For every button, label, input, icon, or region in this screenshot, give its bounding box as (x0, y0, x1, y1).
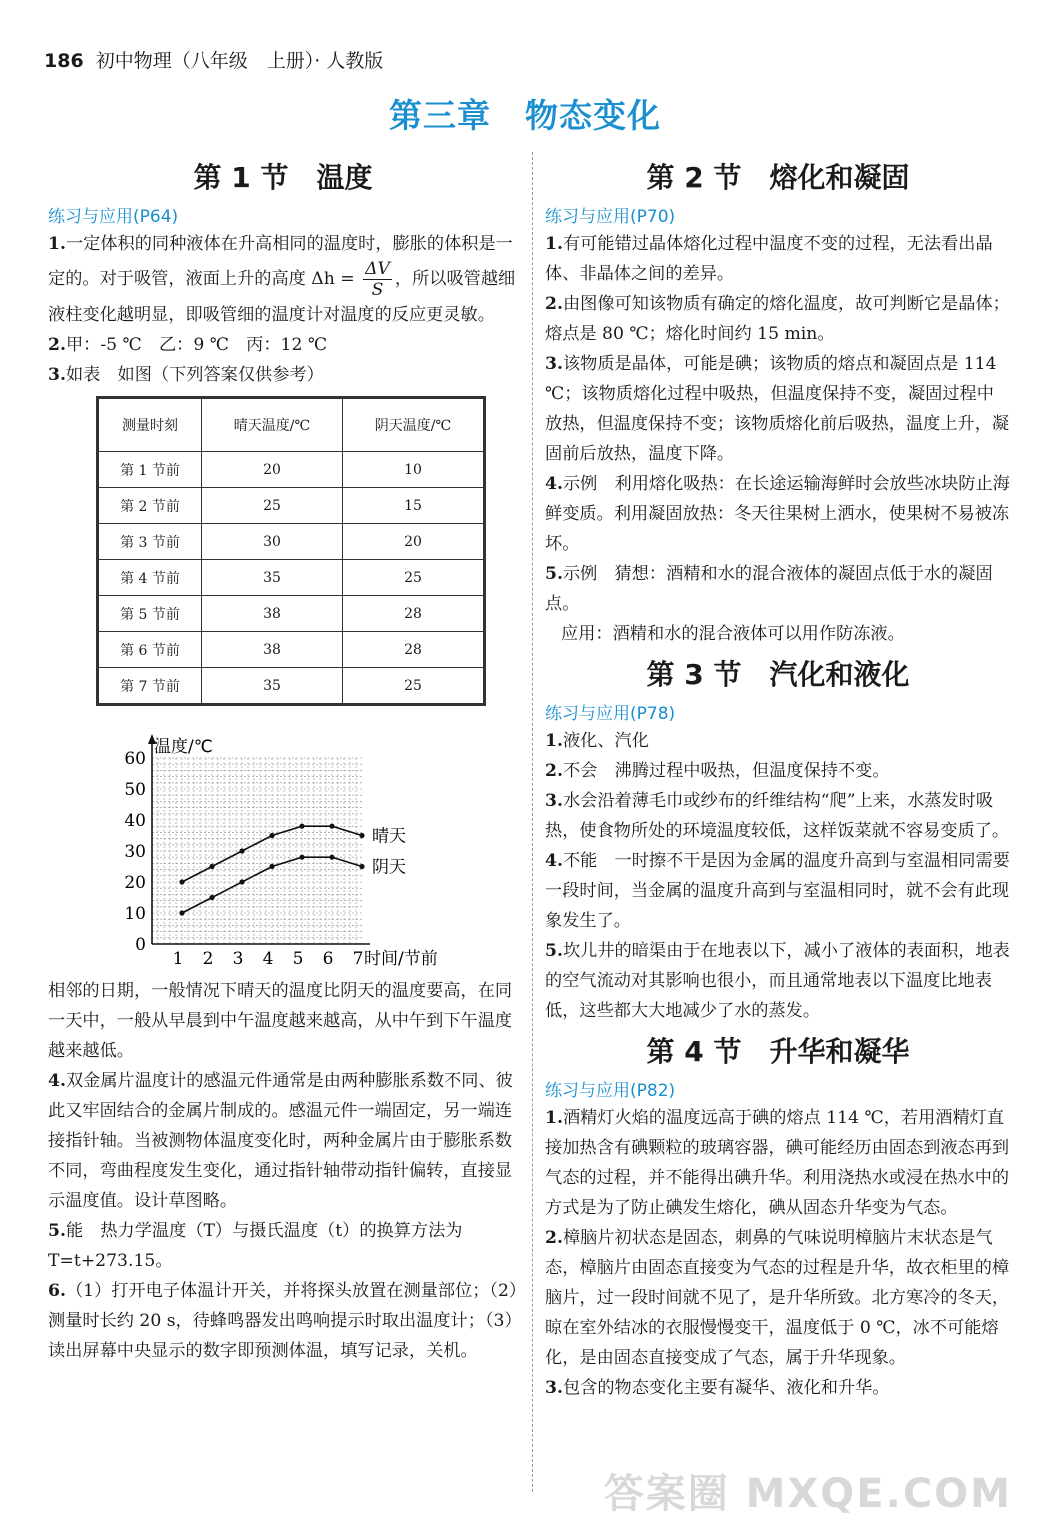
table-header: 晴天温度/℃ (202, 399, 343, 452)
section-3-title: 第 3 节 汽化和液化 (646, 658, 910, 691)
s1-question-5: 5.能 热力学温度（T）与摄氏温度（t）的换算方法为 T=t+273.15。 (48, 1221, 463, 1271)
y-tick-label: 0 (135, 935, 146, 955)
table-header-row (99, 399, 484, 452)
data-point (209, 864, 214, 869)
y-tick-label: 30 (124, 842, 146, 862)
data-point (179, 910, 184, 915)
s2-question: 4.示例 利用熔化吸热：在长途运输海鲜时会放些冰块防止海鲜变质。利用凝固放热：冬天往果树上洒水，使果树不易被冻坏。 (545, 474, 1010, 554)
table-row: 第 3 节前 30 20 (99, 524, 484, 560)
data-point (179, 879, 184, 884)
s2-question: 1.有可能错过晶体熔化过程中温度不变的过程，无法看出晶体、非晶体之间的差异。 (545, 234, 993, 284)
x-axis-label: 时间/节前 (364, 949, 438, 969)
table-row: 第 6 节前 38 28 (99, 632, 484, 668)
column-divider (532, 152, 533, 1492)
left-column (48, 152, 518, 1366)
x-tick-label: 2 (202, 949, 214, 969)
s3-question: 3.水会沿着薄毛巾或纱布的纤维结构“爬”上来，水蒸发时吸热，使食物所处的环境温度较低，这样饭菜就不容易变质了。 (545, 791, 1010, 841)
s2-question: 5.示例 猜想：酒精和水的混合液体的凝固点低于水的凝固点。 (545, 564, 993, 614)
s1-question-4: 4.双金属片温度计的感温元件通常是由两种膨胀系数不同、彼此又牢固结合的金属片制成的。感温元件一端固定，另一端连接指针轴。当被测物体温度变化时，两种金属片由于膨胀系数不同，弯曲程度发生变化，通过指针轴带动指针偏转，直接显示温度值。设计草图略。 (48, 1071, 513, 1211)
line-chart-svg (48, 714, 518, 976)
x-tick-label: 3 (232, 949, 244, 969)
s3-question: 4.不能 一时擦不干是因为金属的温度升高到与室温相同需要一段时间，当金属的温度升高到与室温相同时，就不会有此现象发生了。 (545, 851, 1010, 931)
data-point (359, 833, 364, 838)
s1-question-2: 2.甲：-5 ℃ 乙：9 ℃ 丙：12 ℃ (48, 335, 328, 355)
s3-question: 2.不会 沸腾过程中吸热，但温度保持不变。 (545, 761, 890, 781)
s4-question: 2.樟脑片初状态是固态，刺鼻的气味说明樟脑片末状态是气态，樟脑片由固态直接变为气态的过程是升华，故衣柜里的樟脑片，过一段时间就不见了，是升华所致。北方寒冷的冬天，晾在室外结冰的衣服慢慢变干，温度低于 0 ℃，冰不可能熔化，是由固态直接变成了气态，属于升华现象。 (545, 1228, 1010, 1368)
book-title: 初中物理（八年级 上册）· 人教版 (95, 50, 384, 72)
y-axis-label: 温度/℃ (154, 737, 213, 757)
y-tick-label: 10 (124, 904, 146, 924)
table-header: 阴天温度/℃ (343, 399, 484, 452)
s3-question: 5.坎儿井的暗渠由于在地表以下，减小了液体的表面积，地表的空气流动对其影响也很小，而且通常地表以下温度比地表低，这些都大大地减少了水的蒸发。 (545, 941, 1010, 1021)
s2-question: 3.该物质是晶体，可能是碘；该物质的熔点和凝固点是 114 ℃；该物质熔化过程中吸热，但温度保持不变，凝固过程中放热，但温度保持不变；该物质熔化前后吸热，温度上升，凝固前后放热，温度下降。 (545, 354, 1010, 464)
temperature-table (96, 396, 486, 706)
temperature-chart (48, 714, 518, 976)
data-point (329, 855, 334, 860)
table-row: 第 5 节前 38 28 (99, 596, 484, 632)
data-point (299, 824, 304, 829)
section-4-practice: 练习与应用(P82) (545, 1081, 676, 1101)
s4-question: 1.酒精灯火焰的温度远高于碘的熔点 114 ℃，若用酒精灯直接加热含有碘颗粒的玻璃容器，碘可能经历由固态到液态再到气态的过程，并不能得出碘升华。利用浇热水或浸在热水中的方式是为了防止碘发生熔化，碘从固态升华变为气态。 (545, 1108, 1010, 1218)
table-row: 第 2 节前 25 15 (99, 488, 484, 524)
s3-question: 1.液化、汽化 (545, 731, 649, 751)
s1-question-3: 3.如表 如图（下列答案仅供参考） (48, 365, 324, 385)
delta-v-over-s: $\frac{\Delta V}{S}$ (365, 259, 390, 300)
data-point (239, 879, 244, 884)
table-row: 第 7 节前 35 25 (99, 668, 484, 704)
table-row: 第 4 节前 35 25 (99, 560, 484, 596)
y-tick-label: 40 (124, 811, 146, 831)
y-tick-label: 50 (124, 780, 146, 800)
x-tick-label: 1 (172, 949, 184, 969)
page-number: 186 (44, 50, 84, 72)
data-point (269, 833, 274, 838)
table-row: 第 1 节前 20 10 (99, 452, 484, 488)
data-point (299, 855, 304, 860)
data-point (269, 864, 274, 869)
section-1-practice: 练习与应用(P64) (48, 207, 179, 227)
s2-question: 2.由图像可知该物质有确定的熔化温度，故可判断它是晶体；熔点是 80 ℃；熔化时间约 15 min。 (545, 294, 1010, 344)
y-tick-label: 60 (124, 749, 146, 769)
s4-question: 3.包含的物态变化主要有凝华、液化和升华。 (545, 1378, 890, 1398)
s1-question-1: 1.一定体积的同种液体在升高相同的温度时，膨胀的体积是一定的。对于吸管，液面上升的高度 Δh = $\frac{\Delta V}{S}$ ，所以吸管越细液柱变化越明显，即吸管细的温度计对温度的反应更灵敏。 (48, 234, 516, 325)
section-4-title: 第 4 节 升华和凝华 (646, 1035, 910, 1068)
x-tick-label: 5 (292, 949, 304, 969)
table-header: 测量时刻 (99, 399, 202, 452)
data-point (359, 864, 364, 869)
data-point (329, 824, 334, 829)
series-label: 晴天 (372, 826, 406, 847)
x-tick-label: 6 (322, 949, 334, 969)
s1-question-3-conclusion: 相邻的日期，一般情况下晴天的温度比阴天的温度要高，在同一天中，一般从早晨到中午温度越来越高，从中午到下午温度越来越低。 (48, 981, 513, 1061)
s1-question-6: 6.（1）打开电子体温计开关，并将探头放置在测量部位；（2）测量时长约 20 s，待蜂鸣器发出鸣响提示时取出温度计；（3）读出屏幕中央显示的数字即预测体温，填写记录，关机。 (48, 1281, 518, 1361)
section-3-practice: 练习与应用(P78) (545, 704, 676, 724)
s2-application: 应用：酒精和水的混合液体可以用作防冻液。 (561, 624, 905, 644)
page-header (44, 46, 383, 73)
y-tick-label: 20 (124, 873, 146, 893)
section-2-practice: 练习与应用(P70) (545, 207, 676, 227)
section-1-title: 第 1 节 温度 (193, 161, 373, 194)
x-tick-label: 4 (262, 949, 274, 969)
watermark: 答案圈 MXQE.COM (603, 1471, 1012, 1517)
x-tick-label: 7 (352, 949, 364, 969)
chapter-title: 第三章 物态变化 (389, 96, 661, 135)
data-point (209, 895, 214, 900)
right-column (545, 152, 1011, 1403)
data-point (239, 848, 244, 853)
series-label: 阴天 (372, 857, 406, 878)
section-2-title: 第 2 节 熔化和凝固 (646, 161, 910, 194)
